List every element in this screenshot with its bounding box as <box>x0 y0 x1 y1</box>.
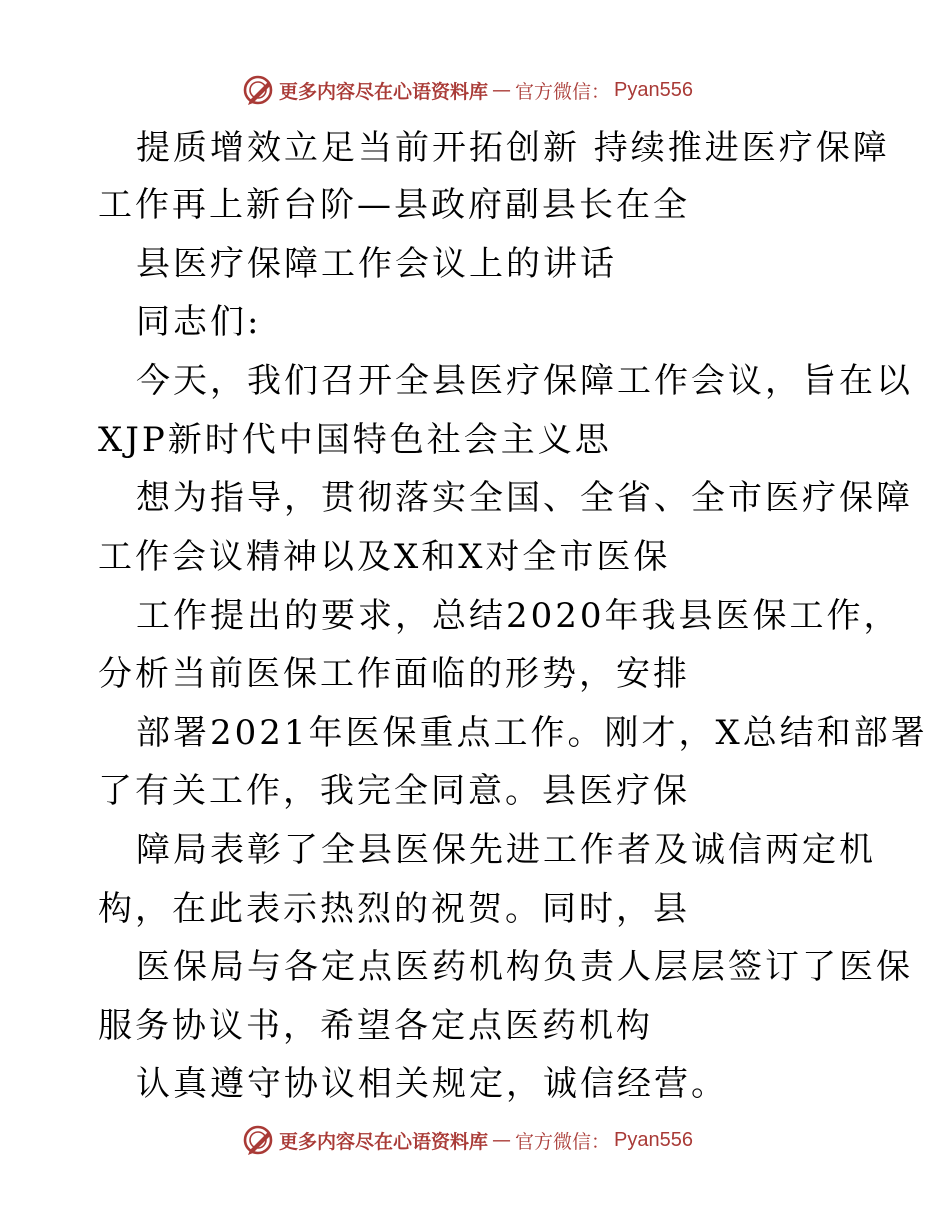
banner-label: 官方微信： <box>515 80 611 103</box>
text-line: 障局表彰了全县医保先进工作者及诚信两定机 <box>136 830 876 870</box>
text-line: 部署2021年医保重点工作。刚才，X总结和部署 <box>136 713 928 753</box>
banner-wechat-id: Pyan556 <box>614 1128 693 1151</box>
text-line: XJP新时代中国特色社会主义思 <box>98 420 612 460</box>
text-line: 提质增效立足当前开拓创新 持续推进医疗保障 <box>136 128 890 168</box>
text-line: 想为指导，贯彻落实全国、全省、全市医疗保障 <box>136 478 913 518</box>
text-line: 工作再上新台阶—县政府副县长在全 <box>98 185 690 225</box>
salutation: 同志们: <box>136 302 262 342</box>
banner-title: 更多内容尽在心语资料库 <box>279 80 489 103</box>
text-line: 工作提出的要求，总结2020年我县医保工作， <box>136 596 901 636</box>
footer-banner <box>0 1120 950 1160</box>
text-line: 认真遵守协议相关规定，诚信经营。 <box>136 1064 728 1104</box>
banner-wechat-id: Pyan556 <box>614 78 693 101</box>
banner-separator: — <box>492 79 512 101</box>
text-line: 县医疗保障工作会议上的讲话 <box>136 244 617 284</box>
text-line: 构，在此表示热烈的祝贺。同时，县 <box>98 889 690 929</box>
text-line: 医保局与各定点医药机构负责人层层签订了医保 <box>136 947 913 987</box>
banner-label: 官方微信： <box>515 1130 611 1153</box>
text-line: 服务协议书，希望各定点医药机构 <box>98 1006 653 1046</box>
banner-separator: — <box>492 1129 512 1151</box>
pen-logo-icon <box>241 1123 275 1157</box>
text-line: 分析当前医保工作面临的形势，安排 <box>98 654 690 694</box>
text-line: 工作会议精神以及X和X对全市医保 <box>98 537 671 577</box>
text-line: 今天，我们召开全县医疗保障工作会议，旨在以 <box>136 361 913 401</box>
pen-logo-icon <box>241 73 275 107</box>
banner-title: 更多内容尽在心语资料库 <box>279 1130 489 1153</box>
text-line: 了有关工作，我完全同意。县医疗保 <box>98 771 690 811</box>
header-banner <box>0 70 950 110</box>
footer-banner-content <box>241 1123 693 1157</box>
header-banner-content <box>241 73 693 107</box>
